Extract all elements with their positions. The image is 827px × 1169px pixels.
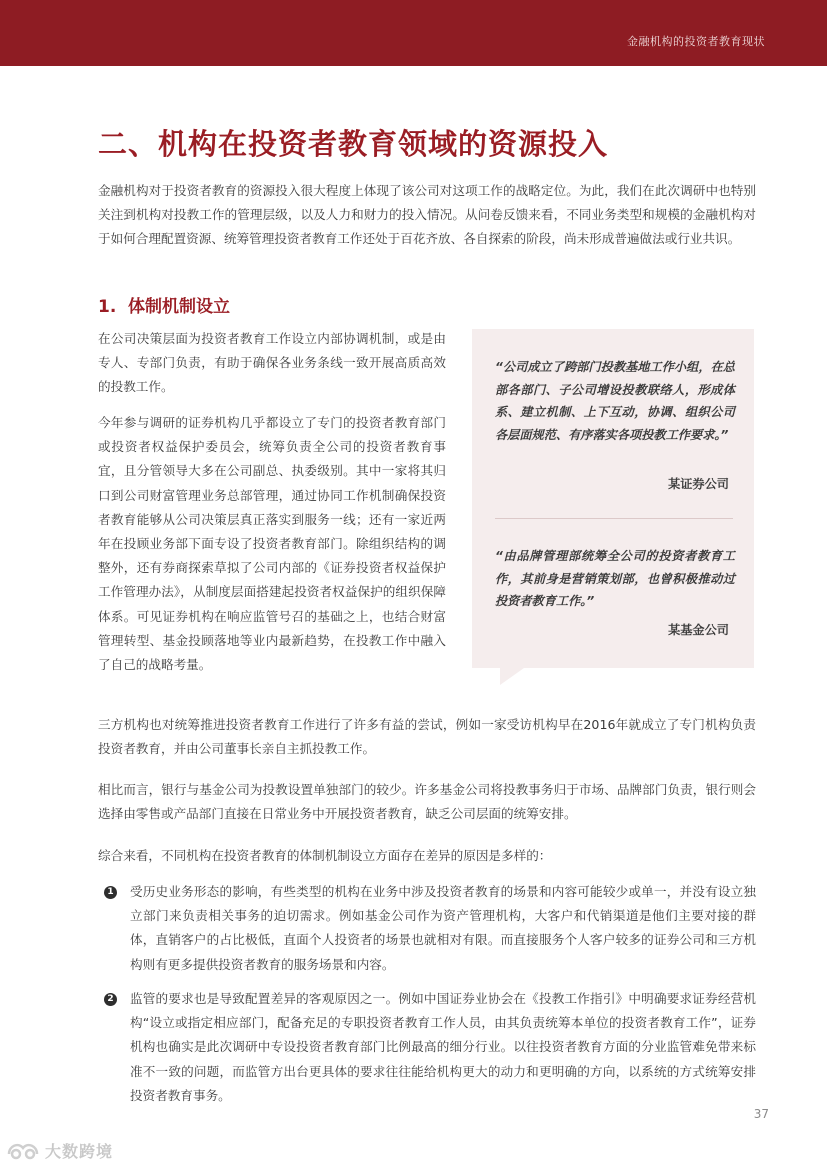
section-heading: [98, 292, 230, 317]
watermark-text: 大数跨境: [45, 1141, 114, 1161]
bullet-number-icon: 2: [104, 993, 117, 1006]
quote-divider: [495, 518, 733, 519]
header-bar: [0, 0, 827, 66]
quote-text-1: “公司成立了跨部门投教基地工作小组，在总部各部门、子公司增设投教联络人，形成体系、建立机制、上下互动，协调、组织公司各层面规范、有序落实各项投教工作要求。”: [495, 360, 735, 442]
section-heading-text: 体制机制设立: [128, 297, 230, 317]
paragraph-third-party: 三方机构也对统筹推进投资者教育工作进行了许多有益的尝试，例如一家受访机构早在2016年就成立了专门机构负责投资者教育，并由公司董事长亲自主抓投教工作。: [98, 717, 756, 757]
paragraph-bank-fund: 相比而言，银行与基金公司为投教设置单独部门的较少。许多基金公司将投教事务归于市场、品牌部门负责，银行则会选择由零售或产品部门直接在日常业务中开展投资者教育，缺乏公司层面的统筹安排。: [98, 782, 756, 822]
page-title: 二、机构在投资者教育领域的资源投入: [98, 127, 609, 161]
section-number: 1.: [98, 297, 117, 317]
quote-source-1: 某证券公司: [668, 477, 729, 491]
page-number: 37: [753, 1107, 769, 1121]
section-paragraph-1: 在公司决策层面为投资者教育工作设立内部协调机制，或是由专人、专部门负责，有助于确保各业务条线一致开展高质高效的投教工作。: [98, 331, 446, 395]
list-item-text: 受历史业务形态的影响，有些类型的机构在业务中涉及投资者教育的场景和内容可能较少或单一，并没有设立独立部门来负责相关事务的迫切需求。例如基金公司作为资产管理机构，大客户和代销渠道是他们主要对接的群体，直销客户的占比极低，直面个人投资者的场景也就相对有限。而直接服务个人客户较多的证券公司和三方机构则有更多提供投资者教育的服务场景和内容。: [130, 884, 756, 972]
watermark-logo-icon: [6, 1138, 40, 1162]
quote-source-2: 某基金公司: [668, 623, 729, 637]
bullet-number-icon: 1: [104, 886, 117, 899]
section-paragraph-2: 今年参与调研的证券机构几乎都设立了专门的投资者教育部门或投资者权益保护委员会，统筹负责全公司的投资者教育事宜，且分管领导大多在公司副总、执委级别。其中一家将其归口到公司财富管理业务总部管理，通过协同工作机制确保投资者教育能够从公司决策层真正落实到服务一线；还有一家近两年在投顾业务部下面专设了投资者教育部门。除组织结构的调整外，还有券商探索草拟了公司内部的《证券投资者权益保护工作管理办法》，从制度层面搭建起投资者权益保护的组织保障体系。可见证券机构在响应监管号召的基础之上，也结合财富管理转型、基金投顾落地等业内最新趋势，在投教工作中融入了自己的战略考量。: [98, 415, 446, 673]
intro-paragraph: 金融机构对于投资者教育的资源投入很大程度上体现了该公司对这项工作的战略定位。为此，我们在此次调研中也特别关注到机构对投教工作的管理层级，以及人力和财力的投入情况。从问卷反馈来看，不同业务类型和规模的金融机构对于如何合理配置资源、统筹管理投资者教育工作还处于百花齐放、各自探索的阶段，尚未形成普遍做法或行业共识。: [98, 183, 756, 247]
paragraph-summary: 综合来看，不同机构在投资者教育的体制机制设立方面存在差异的原因是多样的：: [98, 848, 552, 863]
quote-tail: [500, 668, 524, 685]
quote-text-2: “由品牌管理部统筹全公司的投资者教育工作，其前身是营销策划部，也曾积极推动过投资者教育工作。”: [495, 549, 735, 608]
header-title: 金融机构的投资者教育现状: [627, 35, 765, 48]
watermark: [6, 1138, 113, 1162]
list-item-text: 监管的要求也是导致配置差异的客观原因之一。例如中国证券业协会在《投教工作指引》中明确要求证券经营机构“设立或指定相应部门，配备充足的专职投资者教育工作人员，由其负责统筹本单位的投资者教育工作”，证券机构也确实是此次调研中专设投资者教育部门比例最高的细分行业。以往投资者教育方面的分业监管难免带来标准不一致的问题，而监管方出台更具体的要求往往能给机构更大的动力和更明确的方向，以系统的方式统筹安排投资者教育事务。: [130, 991, 756, 1103]
quote-box: [472, 329, 754, 668]
